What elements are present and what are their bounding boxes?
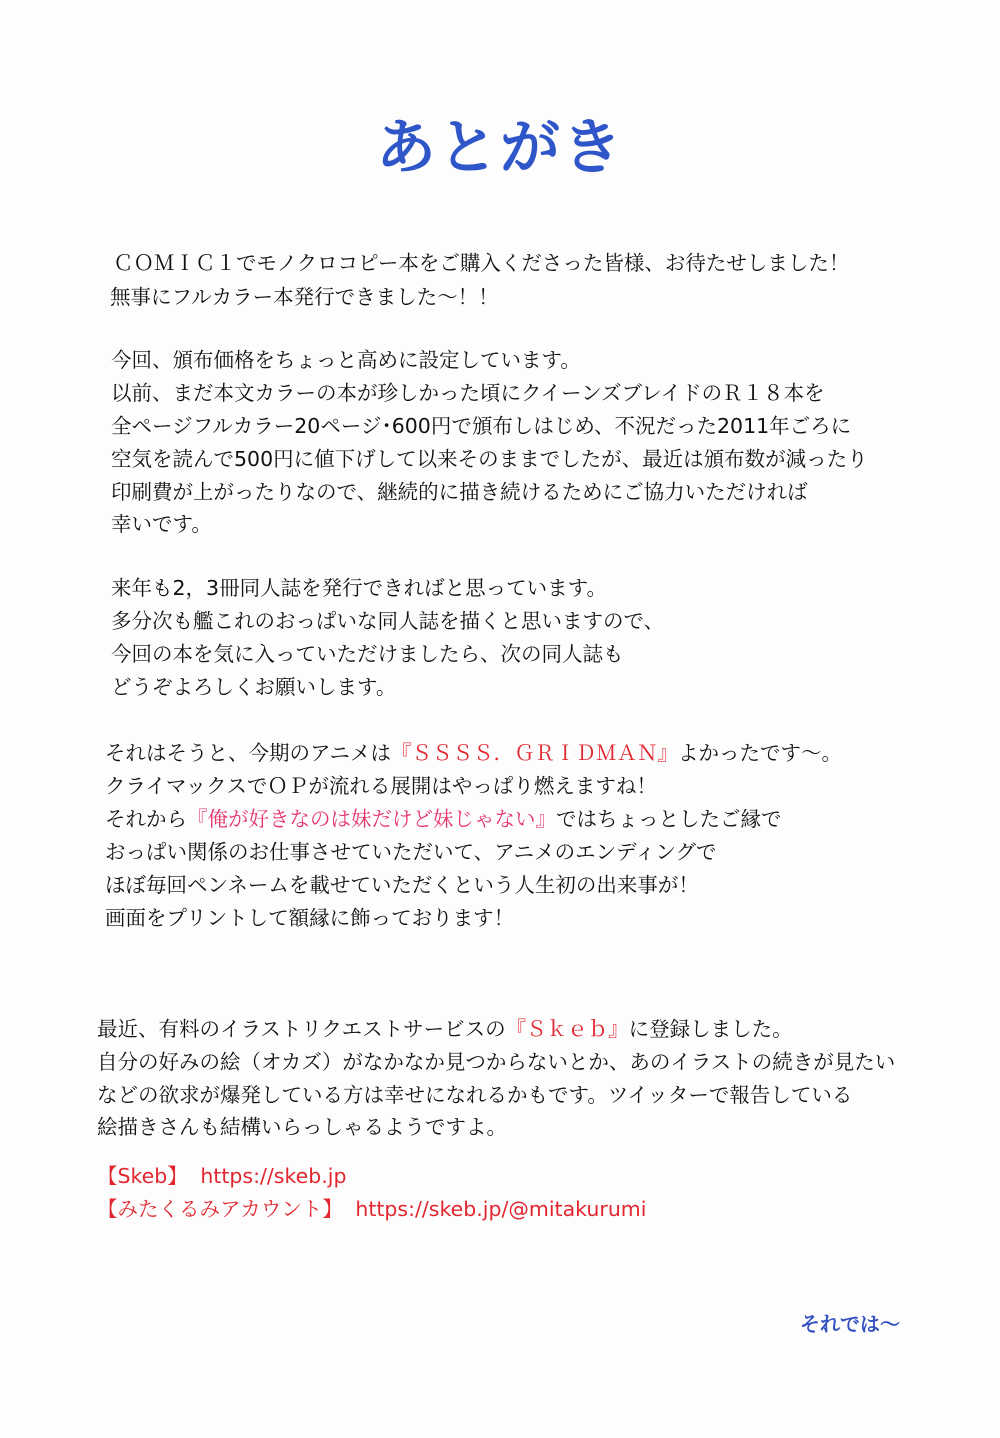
link-url-skeb[interactable]: https://skeb.jp (200, 1164, 347, 1188)
link-row-account (97, 1193, 646, 1225)
text-segment: に登録しました。 (628, 1017, 793, 1041)
text-line: ほぼ毎回ペンネームを載せていただくという人生初の出来事が！ (105, 873, 699, 897)
text-line: 無事にフルカラー本発行できました～！！ (110, 285, 499, 309)
text-line: 画面をプリントして額縁に飾っております！ (105, 906, 515, 930)
text-line: 全ページフルカラー20ページ･600円で頒布しはじめ、不況だった2011年ごろに (111, 414, 852, 438)
text-segment: それはそうと、今期のアニメは (105, 741, 391, 765)
text-line: どうぞよろしくお願いします。 (111, 675, 397, 699)
anime-title-imouto: 『俺が好きなのは妹だけど妹じゃない』 (187, 807, 556, 831)
link-label-account: 【みたくるみアカウント】 (97, 1197, 343, 1221)
text-line-anime (105, 803, 782, 835)
text-segment: ではちょっとしたご縁で (556, 807, 782, 831)
text-line: 今回の本を気に入っていただけましたら、次の同人誌も (111, 642, 624, 666)
text-line: 来年も2，3冊同人誌を発行できればと思っています。 (111, 576, 607, 600)
link-label-skeb: 【Skeb】 (97, 1164, 188, 1188)
text-line: 以前、まだ本文カラーの本が珍しかった頃にクイーンズブレイドのＲ１８本を (111, 381, 825, 405)
text-line: 印刷費が上がったりなので、継続的に描き続けるためにご協力いただければ (111, 480, 808, 504)
text-line: ＣＯＭＩＣ１でモノクロコピー本をご購入くださった皆様、お待たせしました！ (113, 251, 850, 275)
text-line: 幸いです。 (111, 512, 212, 536)
page-title: あとがき (376, 113, 624, 183)
text-line: おっぱい関係のお仕事させていただいて、アニメのエンディングで (105, 840, 717, 864)
link-url-account[interactable]: https://skeb.jp/@mitakurumi (355, 1197, 647, 1221)
anime-title-gridman: 『ＳＳＳＳ．ＧＲＩＤＭＡＮ』 (390, 741, 678, 765)
text-segment: 最近、有料のイラストリクエストサービスの (97, 1017, 506, 1041)
text-line-anime (105, 737, 842, 769)
text-line-skeb (97, 1013, 793, 1045)
text-line: クライマックスでＯＰが流れる展開はやっぱり燃えますね！ (105, 774, 657, 798)
text-segment: それから (105, 807, 187, 831)
text-line: 空気を読んで500円に値下げして以来そのままでしたが、最近は頒布数が減ったり (111, 447, 868, 471)
link-row-skeb (97, 1160, 346, 1192)
text-line: 今回、頒布価格をちょっと高めに設定しています。 (111, 348, 581, 372)
closing-text: それでは～ (800, 1312, 900, 1336)
service-name-skeb: 『Ｓｋｅｂ』 (505, 1017, 629, 1041)
text-line: 自分の好みの絵（オカズ）がなかなか見つからないとか、あのイラストの続きが見たい (97, 1050, 896, 1074)
text-line: などの欲求が爆発している方は幸せになれるかもです。ツイッターで報告している (97, 1083, 853, 1107)
text-segment: よかったです～。 (677, 741, 842, 765)
text-line: 多分次も艦これのおっぱいな同人誌を描くと思いますので、 (111, 609, 665, 633)
text-line: 絵描きさんも結構いらっしゃるようですよ。 (97, 1115, 507, 1139)
